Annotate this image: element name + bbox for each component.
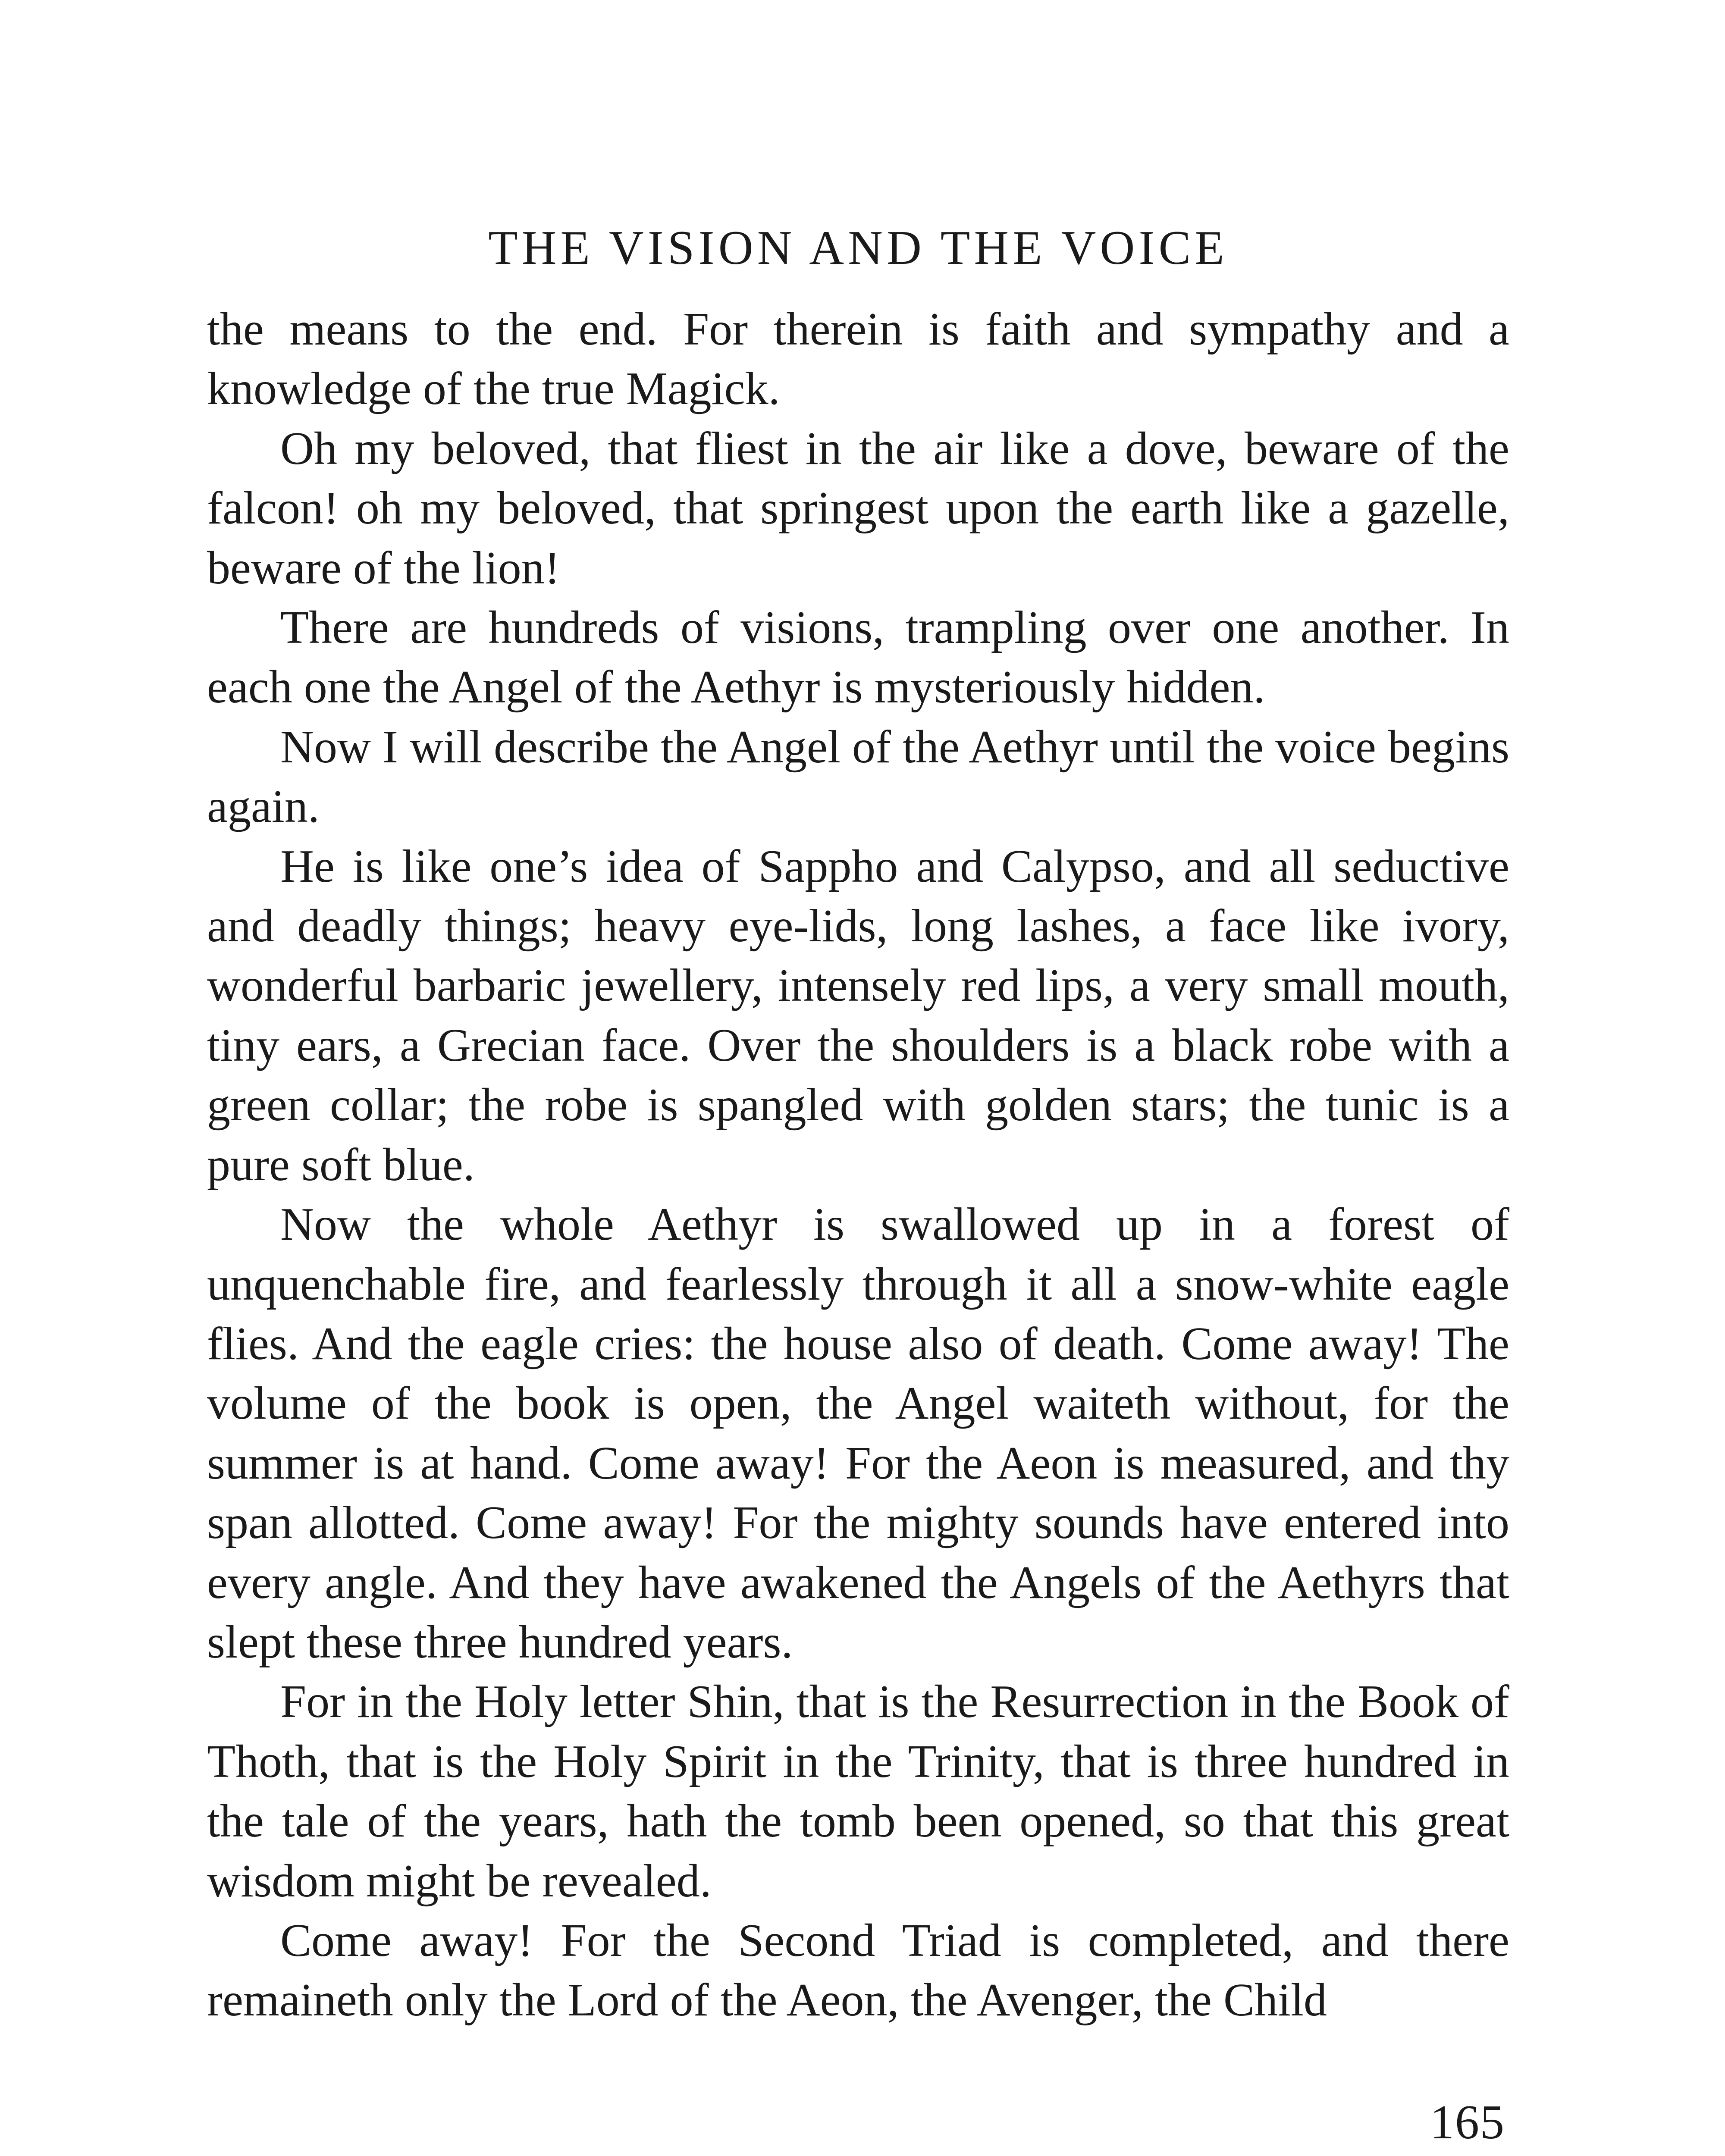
body-text [207,300,1509,2031]
paragraph: There are hundreds of visions, trampling over one another. In each one the Angel of the Aethyr is mysteriously hidden. [207,602,1509,713]
paragraph: the means to the end. For therein is faith and sympathy and a knowledge of the true Magick. [207,304,1509,415]
paragraph: He is like one’s idea of Sappho and Calypso, and all seductive and deadly things; heavy eye-lids, long lashes, a face like ivory, wonderful barbaric jewellery, intensely red lips, a very small mouth, tiny ears, a Grecian face. Over the shoulders is a black robe with a green collar; the robe is spangled with golden stars; the tunic is a pure soft blue. [207,840,1509,1191]
paragraph: Oh my beloved, that fliest in the air like a dove, beware of the falcon! oh my beloved, that springest upon the earth like a gazelle, beware of the lion! [207,423,1509,594]
paragraph: Come away! For the Second Triad is completed, and there remaineth only the Lord of the Aeon, the Avenger, the Child [207,1915,1509,2026]
running-head: THE VISION AND THE VOICE [488,221,1228,275]
paragraph: Now I will describe the Angel of the Aethyr until the voice begins again. [207,721,1509,833]
paragraph: For in the Holy letter Shin, that is the Resurrection in the Book of Thoth, that is the Holy Spirit in the Trinity, that is three hundred in the tale of the years, hath the tomb been opened, so that this great wisdom might be revealed. [207,1676,1509,1907]
page-number: 165 [1430,2096,1505,2149]
paragraph: Now the whole Aethyr is swallowed up in a forest of unquenchable fire, and fearlessly through it all a snow-white eagle flies. And the eagle cries: the house also of death. Come away! The volume of the book is open, the Angel waiteth without, for the summer is at hand. Come away! For the Aeon is measured, and thy span allotted. Come away! For the mighty sounds have entered into every angle. And they have awakened the Angels of the Aethyrs that slept these three hundred years. [207,1199,1509,1668]
